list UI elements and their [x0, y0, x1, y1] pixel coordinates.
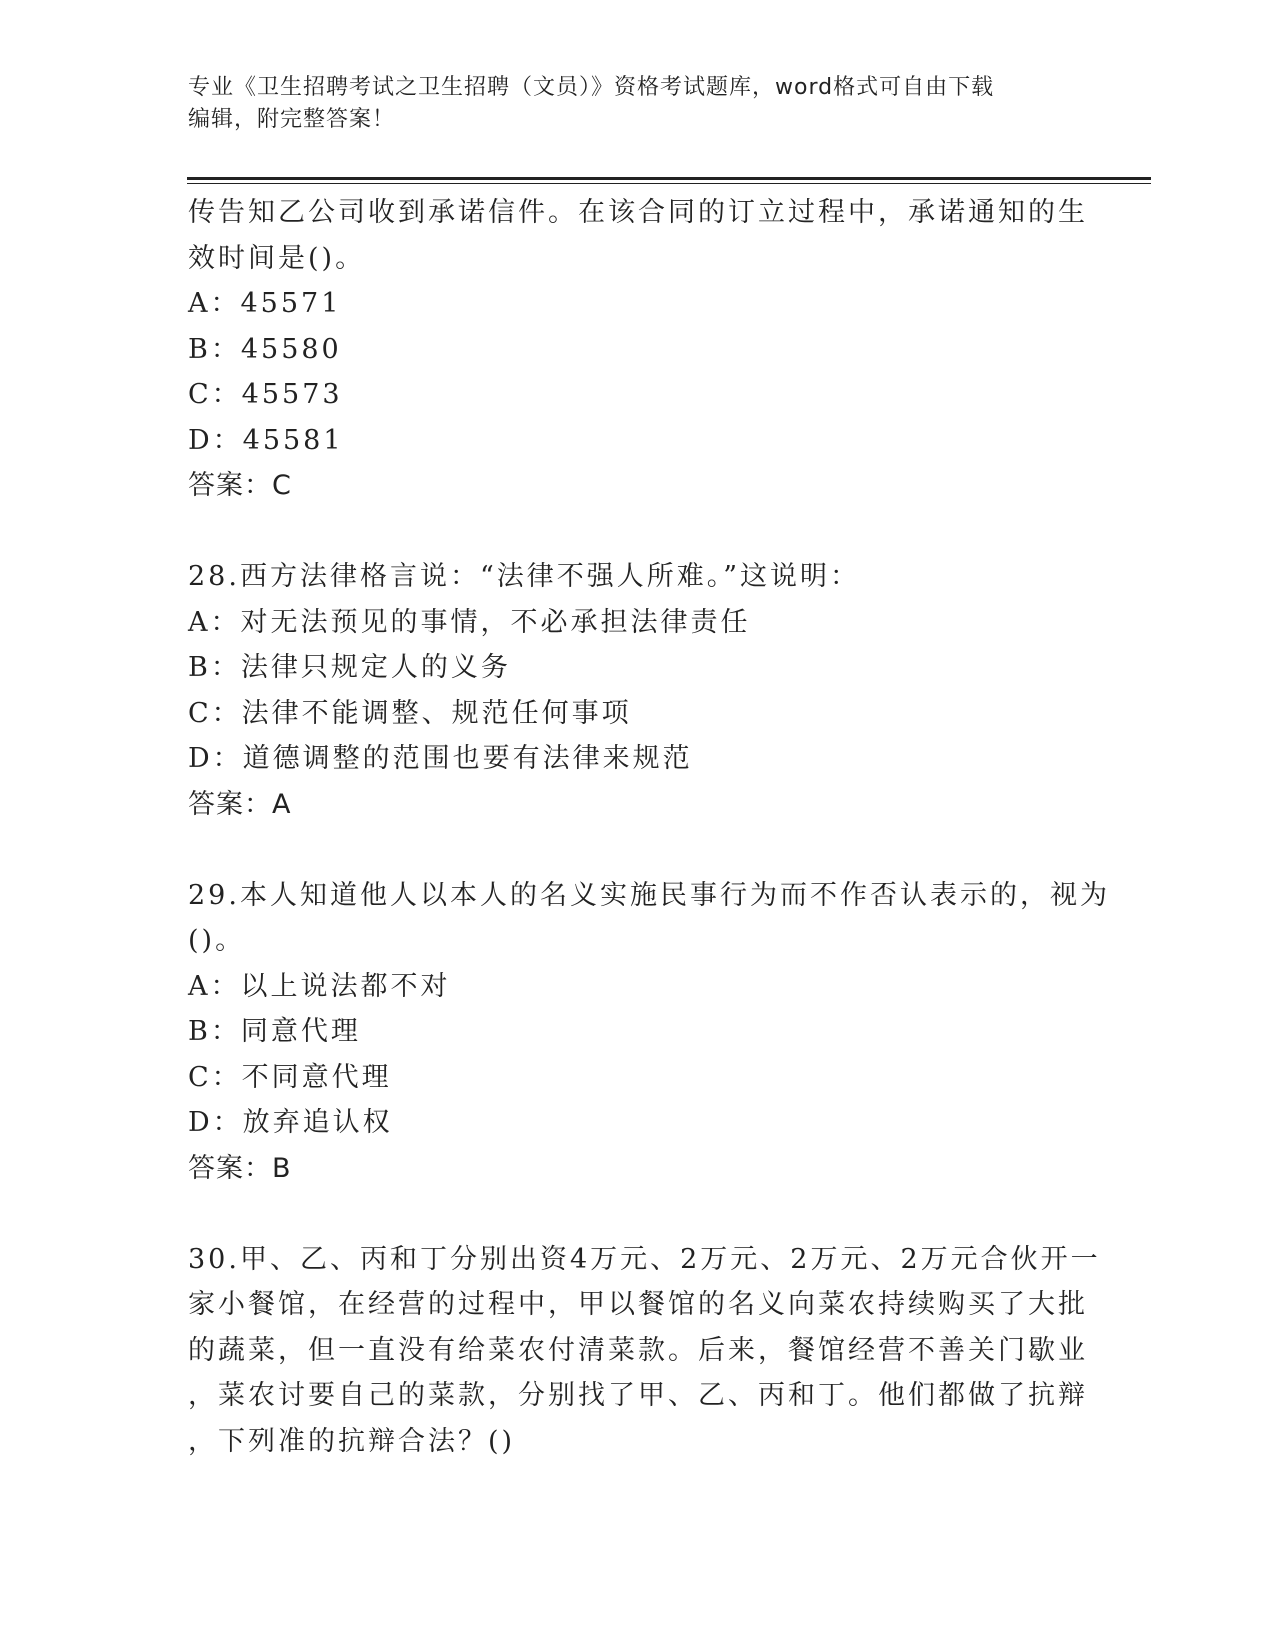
option-d: D：放弃追认权 [188, 1107, 393, 1138]
option-b: B：法律只规定人的义务 [188, 652, 511, 683]
option-c: C：法律不能调整、规范任何事项 [188, 697, 632, 729]
question-30 [188, 1237, 1101, 1465]
spacer [188, 509, 1088, 555]
option-b: B：同意代理 [188, 1016, 361, 1047]
option-a: A：45571 [188, 288, 342, 319]
document-header [188, 72, 1088, 136]
question-stem-line: 29.本人知道他人以本人的名义实施民事行为而不作否认表示的，视为 [188, 879, 1110, 911]
question-stem-line: ，下列准的抗辩合法？() [188, 1425, 516, 1457]
question-stem-line: 30.甲、乙、丙和丁分别出资4万元、2万元、2万元、2万元合伙开一 [188, 1243, 1101, 1275]
option-c: C：45573 [188, 379, 343, 410]
option-a: A：以上说法都不对 [188, 970, 451, 1002]
answer-line: 答案：C [188, 470, 292, 501]
spacer [188, 827, 1088, 873]
question-stem-line: 传告知乙公司收到承诺信件。在该合同的订立过程中，承诺通知的生 [188, 197, 1088, 228]
answer-line: 答案：B [188, 1152, 292, 1184]
spacer [188, 1191, 1088, 1237]
header-divider-thin [187, 183, 1151, 184]
option-d: D：道德调整的范围也要有法律来规范 [188, 743, 693, 774]
question-list [188, 190, 1110, 1464]
question-29 [188, 873, 1110, 1192]
question-stem-line: ()。 [188, 925, 246, 956]
question-27 [188, 190, 1088, 509]
option-c: C：不同意代理 [188, 1061, 392, 1093]
question-stem-line: 的蔬菜，但一直没有给菜农付清菜款。后来，餐馆经营不善关门歇业 [188, 1334, 1088, 1366]
question-stem-line: 28.西方法律格言说：“法律不强人所难。”这说明： [188, 561, 861, 592]
option-a: A：对无法预见的事情，不必承担法律责任 [188, 606, 751, 638]
header-line-1: 专业《卫生招聘考试之卫生招聘（文员）》资格考试题库，word格式可自由下载 [188, 75, 995, 100]
option-d: D：45581 [188, 424, 344, 456]
question-stem-line: 家小餐馆，在经营的过程中，甲以餐馆的名义向菜农持续购买了大批 [188, 1289, 1088, 1320]
answer-line: 答案：A [188, 788, 292, 820]
option-b: B：45580 [188, 333, 342, 365]
question-stem-line: ，菜农讨要自己的菜款，分别找了甲、乙、丙和丁。他们都做了抗辩 [188, 1380, 1088, 1411]
question-28 [188, 554, 1088, 827]
header-line-2: 编辑，附完整答案！ [188, 107, 396, 132]
question-stem-line: 效时间是()。 [188, 242, 366, 274]
header-divider-thick [187, 177, 1151, 180]
